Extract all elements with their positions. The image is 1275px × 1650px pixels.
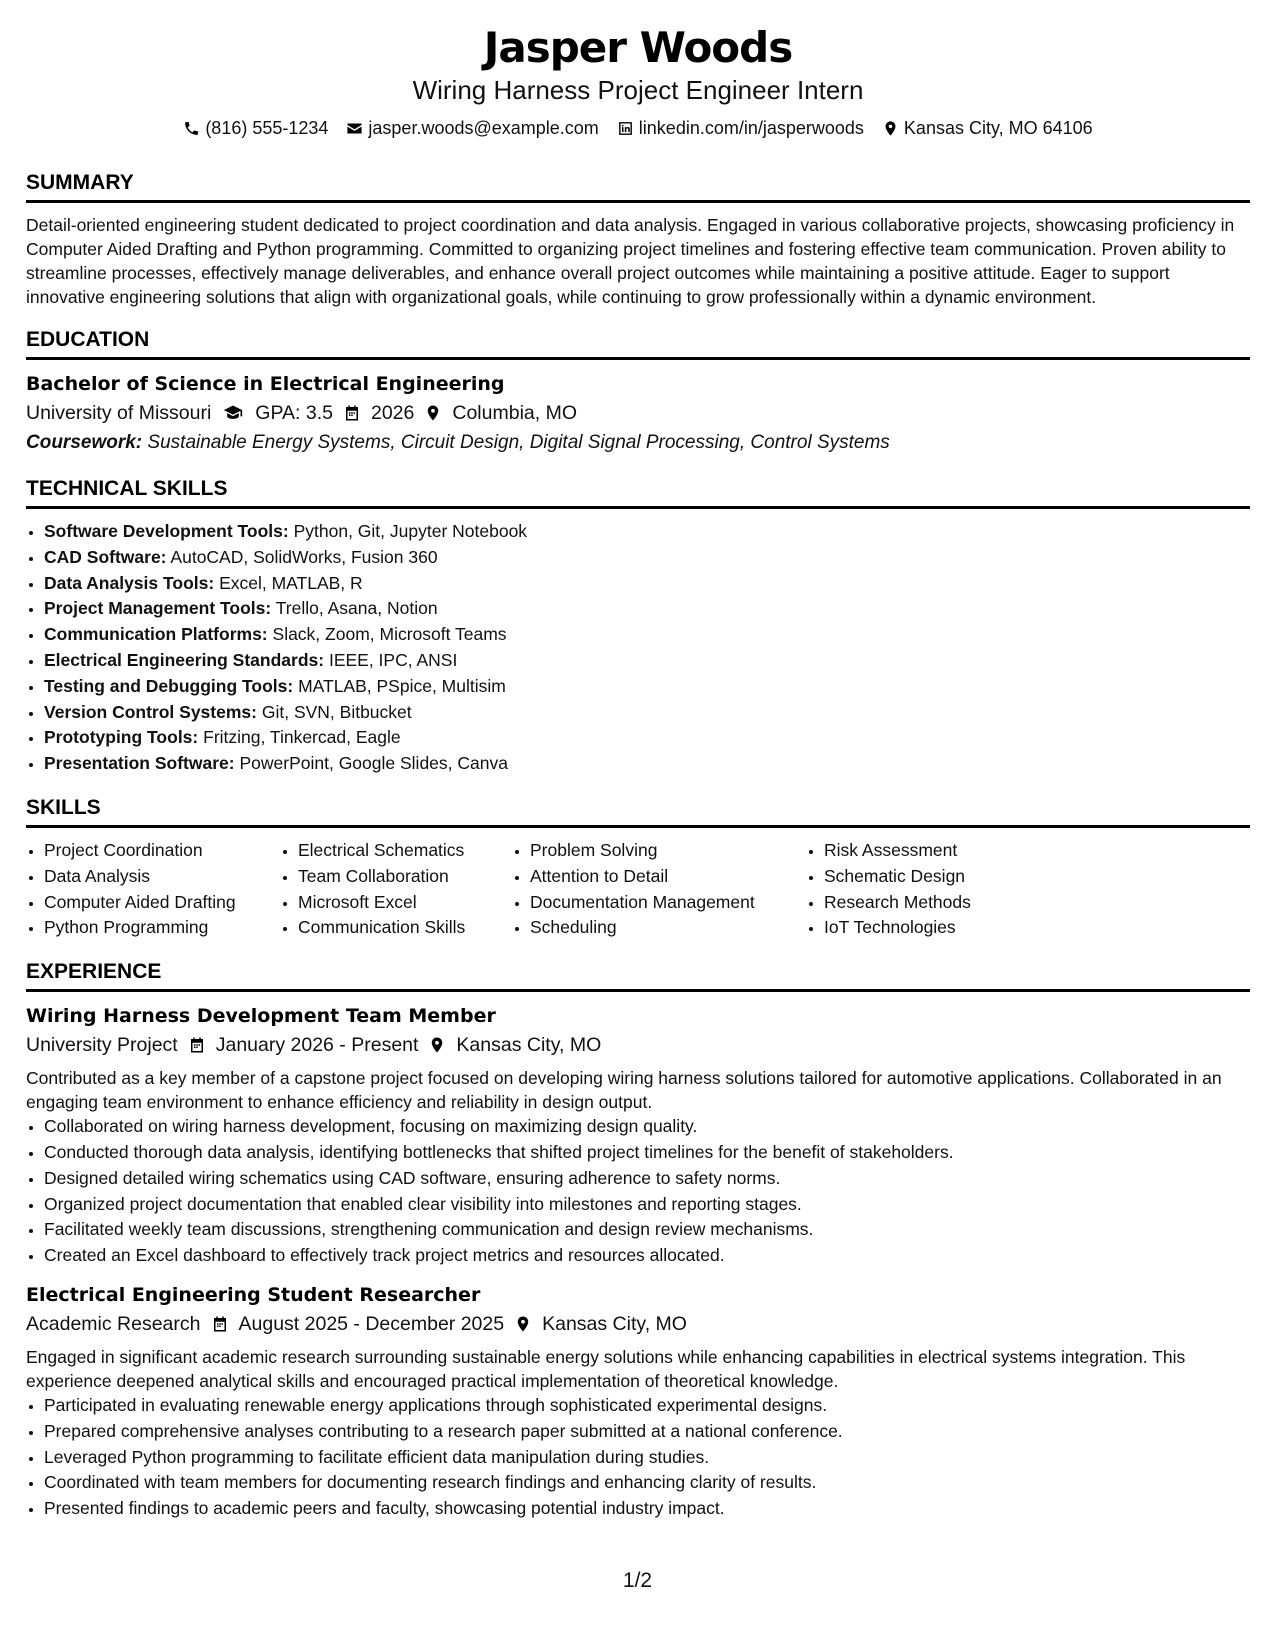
list-item: • Collaborated on wiring harness development, focusing on maximizing design quality. bbox=[44, 1114, 1250, 1140]
skill-label: Prototyping Tools: bbox=[44, 727, 199, 748]
coursework-label: Coursework: bbox=[26, 432, 143, 453]
skill-value: Fritzing, Tinkercad, Eagle bbox=[203, 727, 401, 748]
list-item: • Leveraged Python programming to facilitate efficient data manipulation during studies. bbox=[44, 1445, 1250, 1471]
list-item: • Designed detailed wiring schematics using CAD software, ensuring adherence to safety norms. bbox=[44, 1166, 1250, 1192]
list-item: • Risk Assessment bbox=[824, 838, 1064, 864]
summary-text: Detail-oriented engineering student dedicated to project coordination and data analysis. Engaged in various collaborative projects, showcasing proficiency in Computer Aided Drafting and Python programming. Committed to organizing project timelines and fostering effective team communication. Proven ability to streamline processes, effectively manage deliverables, and enhance overall project outcomes while maintaining a positive attitude. Eager to support innovative engineering solutions that align with organizational goals, while continuing to grow professionally within a dynamic environment. bbox=[26, 215, 1235, 307]
job-location: Kansas City, MO bbox=[542, 1312, 687, 1335]
contact-location bbox=[882, 116, 1093, 140]
list-item: • Participated in evaluating renewable energy applications through sophisticated experimental designs. bbox=[44, 1393, 1250, 1419]
list-item: • Research Methods bbox=[824, 890, 1064, 916]
list-item bbox=[44, 725, 1250, 751]
job-summary: Engaged in significant academic research surrounding sustainable energy solutions while enhancing capabilities in electrical systems integration. This experience deepened analytical skills and encouraged practical implementation of theoretical knowledge. bbox=[26, 1346, 1186, 1391]
calendar-icon bbox=[211, 1315, 229, 1333]
list-item bbox=[44, 700, 1250, 726]
list-item: • Problem Solving bbox=[530, 838, 806, 864]
list-item: • Team Collaboration bbox=[298, 864, 512, 890]
gpa-text: GPA: 3.5 bbox=[255, 402, 333, 424]
job-dates: August 2025 - December 2025 bbox=[238, 1312, 505, 1335]
envelope-icon bbox=[346, 120, 363, 137]
contact-phone bbox=[183, 116, 328, 140]
list-item bbox=[44, 751, 1250, 777]
job-org: University Project bbox=[26, 1034, 178, 1057]
graduation-cap-icon bbox=[221, 403, 245, 423]
job-bullets bbox=[26, 1393, 1250, 1522]
list-item: • Computer Aided Drafting bbox=[44, 890, 280, 916]
list-item: • Project Coordination bbox=[44, 838, 280, 864]
education-meta bbox=[26, 398, 1250, 428]
map-pin-icon bbox=[424, 404, 442, 422]
list-item: • Python Programming bbox=[44, 915, 280, 941]
list-item bbox=[44, 545, 1250, 571]
experience-entry bbox=[26, 1002, 1250, 1269]
job-meta bbox=[26, 1309, 1250, 1339]
job-title: Wiring Harness Development Team Member bbox=[26, 1005, 496, 1028]
school-location-item bbox=[424, 398, 577, 428]
experience-entry bbox=[26, 1281, 1250, 1522]
job-summary: Contributed as a key member of a capstone project focused on developing wiring harness solutions tailored for automotive applications. Collaborated in an engaging team environment to enhance efficiency and reliability in design output. bbox=[26, 1068, 1222, 1113]
year-item bbox=[343, 398, 414, 428]
list-item bbox=[44, 571, 1250, 597]
skills-column bbox=[280, 838, 512, 941]
skills-column bbox=[512, 838, 806, 941]
phone-text: (816) 555-1234 bbox=[205, 118, 329, 138]
email-link[interactable]: jasper.woods@example.com bbox=[368, 118, 599, 138]
job-org: Academic Research bbox=[26, 1312, 201, 1335]
map-pin-icon bbox=[514, 1315, 532, 1333]
list-item: • Electrical Schematics bbox=[298, 838, 512, 864]
list-item: • IoT Technologies bbox=[824, 915, 1064, 941]
list-item: • Prepared comprehensive analyses contributing to a research paper submitted at a national conference. bbox=[44, 1419, 1250, 1445]
gpa-item bbox=[221, 398, 333, 428]
school-name: University of Missouri bbox=[26, 402, 212, 424]
skill-value: Trello, Asana, Notion bbox=[275, 598, 438, 619]
skill-value: Python, Git, Jupyter Notebook bbox=[293, 521, 528, 541]
list-item: • Communication Skills bbox=[298, 915, 512, 941]
candidate-name: Jasper Woods bbox=[483, 23, 793, 72]
skill-value: AutoCAD, SolidWorks, Fusion 360 bbox=[170, 546, 438, 567]
list-item: • Attention to Detail bbox=[530, 864, 806, 890]
skill-value: Slack, Zoom, Microsoft Teams bbox=[272, 624, 507, 645]
section-title: EDUCATION bbox=[26, 327, 1250, 360]
job-location-item bbox=[514, 1309, 687, 1339]
skill-label: Data Analysis Tools: bbox=[44, 572, 215, 593]
calendar-icon bbox=[188, 1036, 206, 1054]
list-item: • Schematic Design bbox=[824, 864, 1064, 890]
list-item: • Coordinated with team members for documenting research findings and enhancing clarity of results. bbox=[44, 1470, 1250, 1496]
list-item: • Facilitated weekly team discussions, strengthening communication and design review mechanisms. bbox=[44, 1217, 1250, 1243]
graduation-year: 2026 bbox=[370, 402, 415, 424]
coursework-list: Sustainable Energy Systems, Circuit Design, Digital Signal Processing, Control Systems bbox=[147, 432, 890, 453]
skill-label: CAD Software: bbox=[44, 546, 167, 567]
candidate-role: Wiring Harness Project Engineer Intern bbox=[412, 75, 864, 105]
contact-email[interactable] bbox=[346, 116, 598, 140]
list-item bbox=[44, 596, 1250, 622]
list-item bbox=[44, 519, 1250, 545]
skill-value: IEEE, IPC, ANSI bbox=[328, 649, 458, 670]
skill-label: Software Development Tools: bbox=[44, 521, 289, 541]
degree-title: Bachelor of Science in Electrical Engineering bbox=[26, 373, 505, 395]
experience-section bbox=[26, 959, 1250, 1522]
skill-label: Version Control Systems: bbox=[44, 701, 257, 722]
job-bullets bbox=[26, 1114, 1250, 1269]
coursework-line bbox=[26, 428, 1250, 458]
section-title: SUMMARY bbox=[26, 170, 1250, 203]
school-location: Columbia, MO bbox=[452, 402, 577, 424]
list-item: • Created an Excel dashboard to effectively track project metrics and resources allocated. bbox=[44, 1243, 1250, 1269]
skill-label: Communication Platforms: bbox=[44, 624, 268, 645]
resume-header bbox=[26, 22, 1250, 140]
section-title: SKILLS bbox=[26, 795, 1250, 828]
education-section bbox=[26, 327, 1250, 458]
skill-value: Excel, MATLAB, R bbox=[219, 572, 363, 593]
contact-bar bbox=[26, 116, 1250, 140]
list-item bbox=[44, 622, 1250, 648]
skill-value: MATLAB, PSpice, Multisim bbox=[298, 675, 506, 696]
job-location-item bbox=[428, 1030, 601, 1060]
list-item: • Documentation Management bbox=[530, 890, 806, 916]
technical-skills-list bbox=[26, 519, 1250, 777]
phone-icon bbox=[183, 120, 200, 137]
list-item: • Conducted thorough data analysis, identifying bottlenecks that shifted project timelines for the benefit of stakeholders. bbox=[44, 1140, 1250, 1166]
section-title: TECHNICAL SKILLS bbox=[26, 476, 1250, 509]
job-dates-item bbox=[211, 1309, 505, 1339]
list-item: • Microsoft Excel bbox=[298, 890, 512, 916]
list-item: • Data Analysis bbox=[44, 864, 280, 890]
list-item: • Scheduling bbox=[530, 915, 806, 941]
job-location: Kansas City, MO bbox=[456, 1034, 602, 1057]
skill-label: Project Management Tools: bbox=[44, 598, 272, 619]
page-number: 1/2 bbox=[622, 1569, 653, 1592]
contact-linkedin[interactable] bbox=[617, 116, 864, 140]
map-pin-icon bbox=[882, 120, 899, 137]
job-meta bbox=[26, 1030, 1250, 1060]
skill-label: Presentation Software: bbox=[44, 753, 235, 774]
linkedin-link[interactable]: linkedin.com/in/jasperwoods bbox=[638, 118, 864, 138]
location-text: Kansas City, MO 64106 bbox=[903, 118, 1093, 138]
job-dates-item bbox=[188, 1030, 419, 1060]
skill-value: Git, SVN, Bitbucket bbox=[261, 701, 412, 722]
list-item: • Presented findings to academic peers and faculty, showcasing potential industry impact. bbox=[44, 1496, 1250, 1522]
job-title: Electrical Engineering Student Researcher bbox=[26, 1283, 481, 1306]
skills-column bbox=[26, 838, 280, 941]
list-item bbox=[44, 674, 1250, 700]
map-pin-icon bbox=[428, 1036, 446, 1054]
technical-skills-section bbox=[26, 476, 1250, 777]
summary-section bbox=[26, 170, 1250, 309]
list-item bbox=[44, 648, 1250, 674]
job-dates: January 2026 - Present bbox=[215, 1034, 419, 1057]
section-title: EXPERIENCE bbox=[26, 959, 1250, 992]
list-item: • Organized project documentation that enabled clear visibility into milestones and reporting stages. bbox=[44, 1192, 1250, 1218]
skill-label: Electrical Engineering Standards: bbox=[44, 649, 325, 670]
calendar-icon bbox=[343, 404, 361, 422]
skills-section bbox=[26, 795, 1250, 941]
skills-grid bbox=[26, 838, 1250, 941]
skills-column bbox=[806, 838, 1064, 941]
linkedin-icon bbox=[617, 120, 634, 137]
skill-value: PowerPoint, Google Slides, Canva bbox=[239, 753, 508, 774]
skill-label: Testing and Debugging Tools: bbox=[44, 675, 294, 696]
